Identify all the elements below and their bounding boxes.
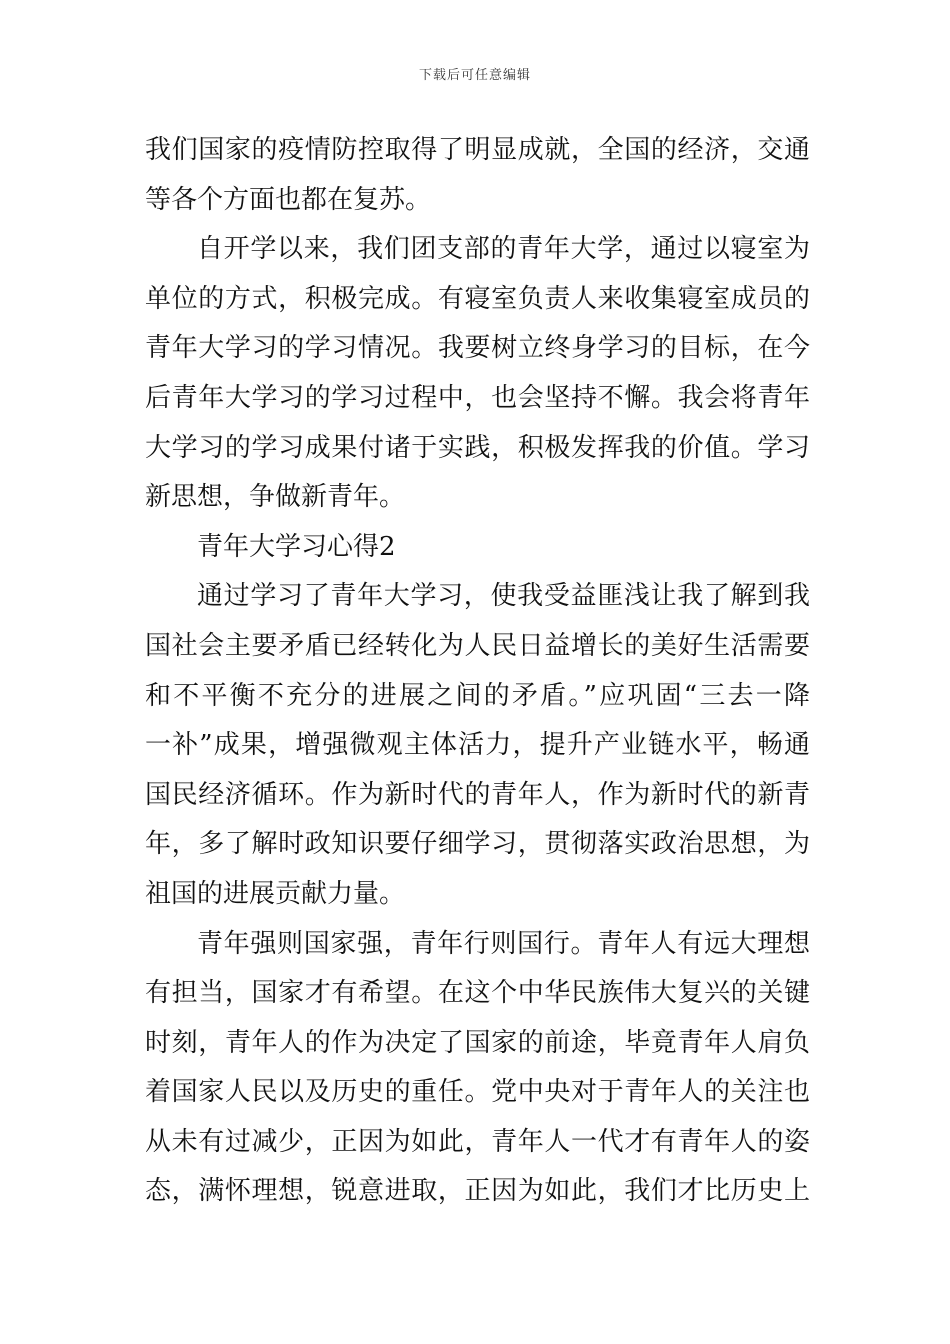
page-header: 下载后可任意编辑 (418, 68, 531, 83)
text-line: 青年大学习的学习情况。我要树立终身学习的目标，在今 (145, 333, 810, 364)
text-line: 等各个方面也都在复苏。 (145, 184, 432, 215)
text-line: 祖国的进展贡献力量。 (145, 878, 406, 909)
text-line: 新思想，争做新青年。 (145, 482, 406, 513)
text-line: 有担当，国家才有希望。在这个中华民族伟大复兴的关键 (145, 978, 810, 1009)
text-line: 国社会主要矛盾已经转化为人民日益增长的美好生活需要 (145, 630, 810, 661)
text-line: 后青年大学习的学习过程中，也会坚持不懈。我会将青年 (145, 382, 810, 413)
text-line: 青年大学习心得2 (197, 531, 396, 562)
text-line: 年，多了解时政知识要仔细学习，贯彻落实政治思想，为 (145, 829, 810, 860)
text-line: 时刻，青年人的作为决定了国家的前途，毕竟青年人肩负 (145, 1027, 810, 1058)
text-line: 一补”成果，增强微观主体活力，提升产业链水平，畅通 (145, 730, 810, 761)
text-line: 从未有过减少，正因为如此，青年人一代才有青年人的姿 (145, 1126, 810, 1157)
document-body (145, 126, 810, 1217)
text-line: 国民经济循环。作为新时代的青年人，作为新时代的新青 (145, 779, 810, 810)
text-line: 和不平衡不充分的进展之间的矛盾。”应巩固“三去一降 (145, 680, 810, 711)
text-line: 我们国家的疫情防控取得了明显成就，全国的经济，交通 (145, 135, 810, 165)
text-line: 通过学习了青年大学习，使我受益匪浅让我了解到我 (197, 581, 810, 612)
text-line: 青年强则国家强，青年行则国行。青年人有远大理想 (197, 928, 810, 959)
text-line: 态，满怀理想，锐意进取，正因为如此，我们才比历史上 (145, 1176, 810, 1207)
text-line: 大学习的学习成果付诸于实践，积极发挥我的价值。学习 (145, 432, 810, 463)
text-line: 自开学以来，我们团支部的青年大学，通过以寝室为 (197, 234, 810, 265)
text-line: 着国家人民以及历史的重任。党中央对于青年人的关注也 (145, 1077, 810, 1108)
text-line: 单位的方式，积极完成。有寝室负责人来收集寝室成员的 (145, 283, 810, 314)
